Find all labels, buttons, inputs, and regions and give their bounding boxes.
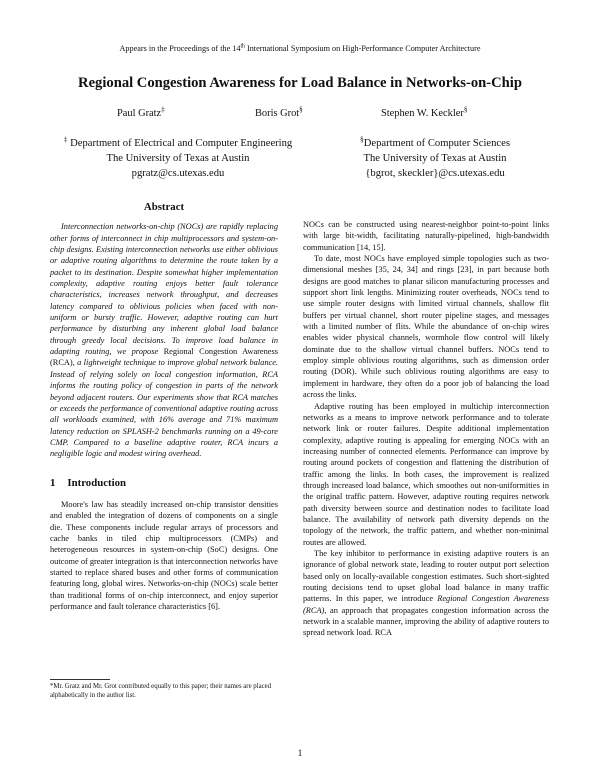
affiliation-department: §Department of Computer Sciences: [360, 134, 510, 149]
author-stephen-keckler: Stephen W. Keckler§: [381, 105, 468, 119]
body-paragraph: To date, most NOCs have employed simple topologies such as two-dimensional meshes [35, 24, 34] and rings [23], in part because both designs are good matches to planar silicon manufacturing processes and support short link lengths. Minimizing router overheads, NOCs tend to use simple router designs with limited virtual channels, shallow flit buffers per virtual channel, short router pipeline stages, and messages with a limited number of flits. While the abundance of on-chip wires enables wider physical channels, wormhole flow control will likely dominate due to the shallow virtual channel buffers. NOCs tend to employ simple oblivious routing algorithms, such as dimension order routing (DOR). While such oblivious routing algorithms are easy to implement in hardware, they often do a poor job of balancing the load across the links.: [303, 254, 549, 400]
footnote-divider: [50, 679, 110, 680]
body-paragraph: Adaptive routing has been employed in multichip interconnection networks as a means to improve network performance and to tolerate network link or router failures. Despite additional implementation complexity, adaptive routing is appealing for emerging NOCs with an increasing number of connected elements. Performance can improve by routing around pockets of congestion and flattening the distribution of traffic among the links. In both cases, the improvement is realized through increased load balance, which smoothes out non-uniformities in the original traffic pattern. However, adaptive routing requires network path diversity between source and destination nodes to facilitate load balance. The availability of network path diversity depends on the topology of the network, the traffic pattern, and whether non-minimal routes are allowed.: [303, 401, 549, 547]
affiliation-email: {bgrot, skeckler}@cs.utexas.edu: [365, 168, 505, 179]
paper-title: Regional Congestion Awareness for Load Balance in Networks-on-Chip: [78, 75, 522, 91]
right-column: [303, 219, 549, 639]
affiliation-department: ‡ Department of Electrical and Computer Engineering: [63, 134, 293, 149]
page-number: 1: [297, 749, 303, 759]
affiliation-email: pgratz@cs.utexas.edu: [131, 168, 225, 179]
abstract-body: Interconnection networks-on-chip (NOCs) are rapidly replacing other forms of interconnect in chip multiprocessors and system-on-chip designs. Existing interconnection networks use either oblivious or adaptive routing algorithms to determine the route taken by a packet to its destination. Despite somewhat higher implementation complexity, adaptive routing enjoys better fault tolerance characteristics, increases network throughput, and decreases latency compared to oblivious policies when faced with non-uniform or bursty traffic. However, adaptive routing can hurt performance by disturbing any inherent global load balance through greedy local decisions. To improve load balance in adapting routing, we propose Regional Congestion Awareness (RCA), a lightweight technique to improve global network balance. Instead of relying solely on local congestion information, RCA informs the routing policy of congestion in parts of the network beyond adjacent routers. Our experiments show that RCA matches or exceeds the performance of conventional adaptive routing across all workloads examined, with 16% average and 71% maximum latency reduction on SPLASH-2 benchmarks running on a 49-core CMP. Compared to a baseline adaptive router, RCA incurs a negligible logic and modest wiring overhead.: [50, 222, 278, 459]
left-column: [50, 202, 278, 612]
affiliation-right: [330, 136, 540, 181]
introduction-paragraph: Moore's law has steadily increased on-chip transistor densities and enabled the integration of dozens of components on a single die. These components include regular arrays of processors and cache banks in tiled chip multiprocessors (CMPs) and heterogeneous resources in system-on-chip (SoC) designs. One outcome of greater integration is that interconnection networks have started to replace shared buses and other forms of communication featuring long, global wires. Networks-on-chip (NOCs) scale better than traditional forms of on-chip interconnect, and enjoy superior performance and fault tolerance characteristics [6].: [50, 499, 278, 611]
author-boris-grot: Boris Grot§: [255, 105, 303, 119]
footnote: *Mr. Gratz and Mr. Grot contributed equally to this paper; their names are placed alphabetically in the author list.: [50, 683, 272, 699]
body-paragraph: NOCs can be constructed using nearest-neighbor point-to-point links with large bit-width, facilitating naturally-pipelined, high-bandwidth communication [14, 15].: [303, 220, 549, 252]
body-paragraph: The key inhibitor to performance in existing adaptive routers is an ignorance of global network state, leading to router output port selection based only on locally-available congestion estimates. Such short-sighted routing decisions tend to upset global load balance in many traffic patterns. In this paper, we introduce Regional Congestion Awareness (RCA), an approach that propagates congestion information across the network in a scalable manner, improving the ability of adaptive routers to spread network load. RCA: [303, 548, 549, 638]
affiliation-left: [60, 136, 296, 181]
introduction-heading: 1 Introduction: [50, 476, 127, 489]
proceedings-note: Appears in the Proceedings of the 14th International Symposium on High-Performance Computer Architecture: [119, 43, 481, 53]
author-paul-gratz: Paul Gratz‡: [117, 105, 165, 119]
affiliation-university: The University of Texas at Austin: [363, 153, 507, 164]
affiliation-university: The University of Texas at Austin: [106, 153, 250, 164]
abstract-heading: Abstract: [143, 201, 185, 213]
